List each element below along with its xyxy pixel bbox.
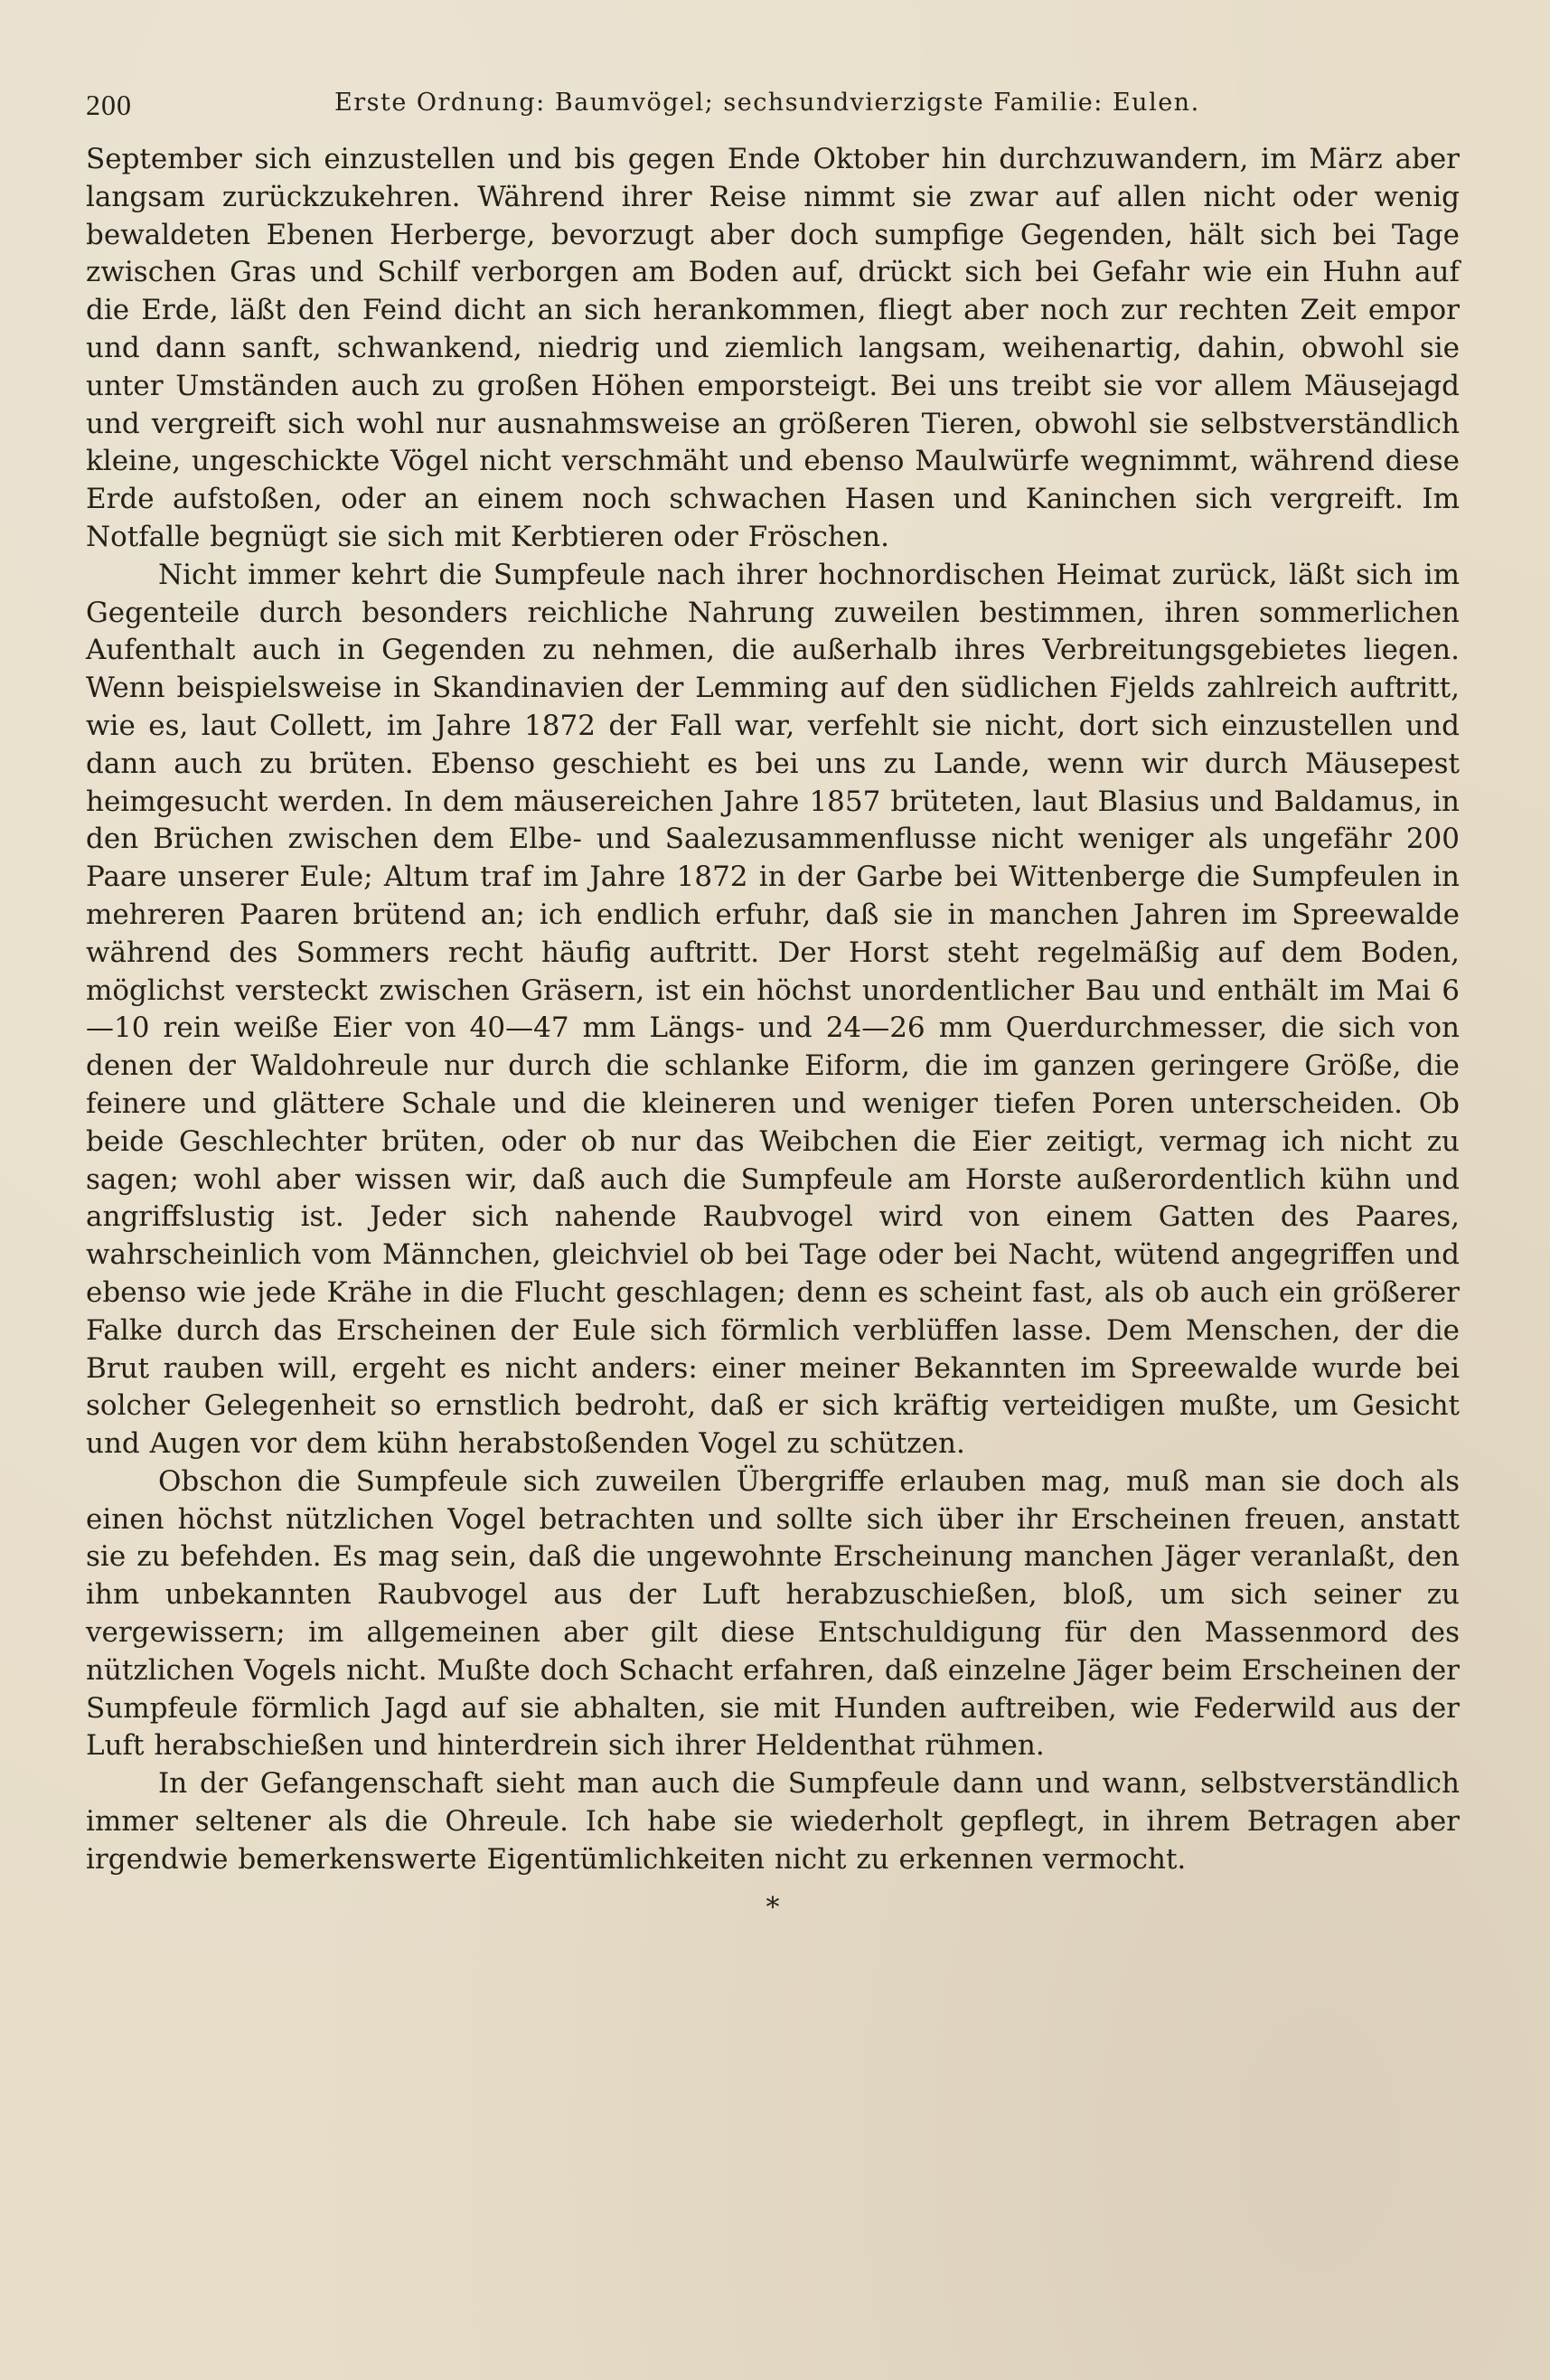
paragraph: In der Gefangenschaft sieht man auch die Sumpfeule dann und wann, selbstverständlich immer seltener als die Ohreule. Ich habe sie wiederholt gepflegt, in ihrem Betragen aber irgendwie bemerkenswerte Eigentümlichkeiten nicht zu erkennen vermocht. — [86, 1767, 1460, 1876]
paragraph: Obschon die Sumpfeule sich zuweilen Übergriffe erlauben mag, muß man sie doch als einen höchst nützlichen Vogel betrachten und sollte sich über ihr Erscheinen freuen, anstatt sie zu befehden. Es mag sein, daß die ungewohnte Erscheinung manchen Jäger veranlaßt, den ihm unbekannten Raubvogel aus der Luft herabzuschießen, bloß, um sich seiner zu vergewissern; im allgemeinen aber gilt diese Entschuldigung für den Massenmord des nützlichen Vogels nicht. Mußte doch Schacht erfahren, daß einzelne Jäger beim Erscheinen der Sumpfeule förmlich Jagd auf sie abhalten, sie mit Hunden auftreiben, wie Federwild aus der Luft herabschießen und hinterdrein sich ihrer Heldenthat rühmen. — [86, 1464, 1460, 1763]
paragraph: Nicht immer kehrt die Sumpfeule nach ihrer hochnordischen Heimat zurück, läßt sich im Gegenteile durch besonders reichliche Nahrung zuweilen bestimmen, ihren sommerlichen Aufenthalt auch in Gegenden zu nehmen, die außerhalb ihres Verbreitungsgebietes liegen. Wenn beispielsweise in Skandinavien der Lemming auf den südlichen Fjelds zahlreich auftritt, wie es, laut Collett, im Jahre 1872 der Fall war, verfehlt sie nicht, dort sich einzustellen und dann auch zu brüten. Ebenso geschieht es bei uns zu Lande, wenn wir durch Mäusepest heimgesucht werden. In dem mäusereichen Jahre 1857 brüteten, laut Blasius und Baldamus, in den Brüchen zwischen dem Elbe- und Saalezusammenflusse nicht weniger als ungefähr 200 Paare unserer Eule; Altum traf im Jahre 1872 in der Garbe bei Wittenberge die Sumpfeulen in mehreren Paaren brütend an; ich endlich erfuhr, daß sie in manchen Jahren im Spreewalde während des Sommers recht häufig auftritt. Der Horst steht regelmäßig auf dem Boden, möglichst versteckt zwischen Gräsern, ist ein höchst unordentlicher Bau und enthält im Mai 6—10 rein weiße Eier von 40—47 mm Längs- und 24—26 mm Querdurchmesser, die sich von denen der Waldohreule nur durch die schlanke Eiform, die im ganzen geringere Größe, die feinere und glättere Schale und die kleineren und weniger tiefen Poren unterscheiden. Ob beide Geschlechter brüten, oder ob nur das Weibchen die Eier zeitigt, vermag ich nicht zu sagen; wohl aber wissen wir, daß auch die Sumpfeule am Horste außerordentlich kühn und angriffslustig ist. Jeder sich nahende Raubvogel wird von einem Gatten des Paares, wahrscheinlich vom Männchen, gleichviel ob bei Tage oder bei Nacht, wütend angegriffen und ebenso wie jede Krähe in die Flucht geschlagen; denn es scheint fast, als ob auch ein größerer Falke durch das Erscheinen der Eule sich förmlich verblüffen lasse. Dem Menschen, der die Brut rauben will, ergeht es nicht anders: einer meiner Bekannten im Spreewalde wurde bei solcher Gelegenheit so ernstlich bedroht, daß er sich kräftig verteidigen mußte, um Gesicht und Augen vor dem kühn herabstoßenden Vogel zu schützen. — [86, 558, 1460, 1461]
page-number: 200 — [86, 89, 132, 121]
running-head: Erste Ordnung: Baumvögel; sechsundvierzigste Familie: Eulen. — [334, 89, 1200, 117]
page-header — [86, 80, 1460, 134]
body-text — [86, 141, 1460, 1924]
book-page — [86, 80, 1460, 2339]
paragraph-continued: September sich einzustellen und bis gegen Ende Oktober hin durchzuwandern, im März aber langsam zurückzukehren. Während ihrer Reise nimmt sie zwar auf allen nicht oder wenig bewaldeten Ebenen Herberge, bevorzugt aber doch sumpfige Gegenden, hält sich bei Tage zwischen Gras und Schilf verborgen am Boden auf, drückt sich bei Gefahr wie ein Huhn auf die Erde, läßt den Feind dicht an sich herankommen, fliegt aber noch zur rechten Zeit empor und dann sanft, schwankend, niedrig und ziemlich langsam, weihenartig, dahin, obwohl sie unter Umständen auch zu großen Höhen emporsteigt. Bei uns treibt sie vor allem Mäusejagd und vergreift sich wohl nur ausnahmsweise an größeren Tieren, obwohl sie selbstverständlich kleine, ungeschickte Vögel nicht verschmäht und ebenso Maulwürfe wegnimmt, während diese Erde aufstoßen, oder an einem noch schwachen Hasen und Kaninchen sich vergreift. Im Notfalle begnügt sie sich mit Kerbtieren oder Fröschen. — [86, 143, 1460, 553]
section-separator: * — [766, 1891, 780, 1924]
